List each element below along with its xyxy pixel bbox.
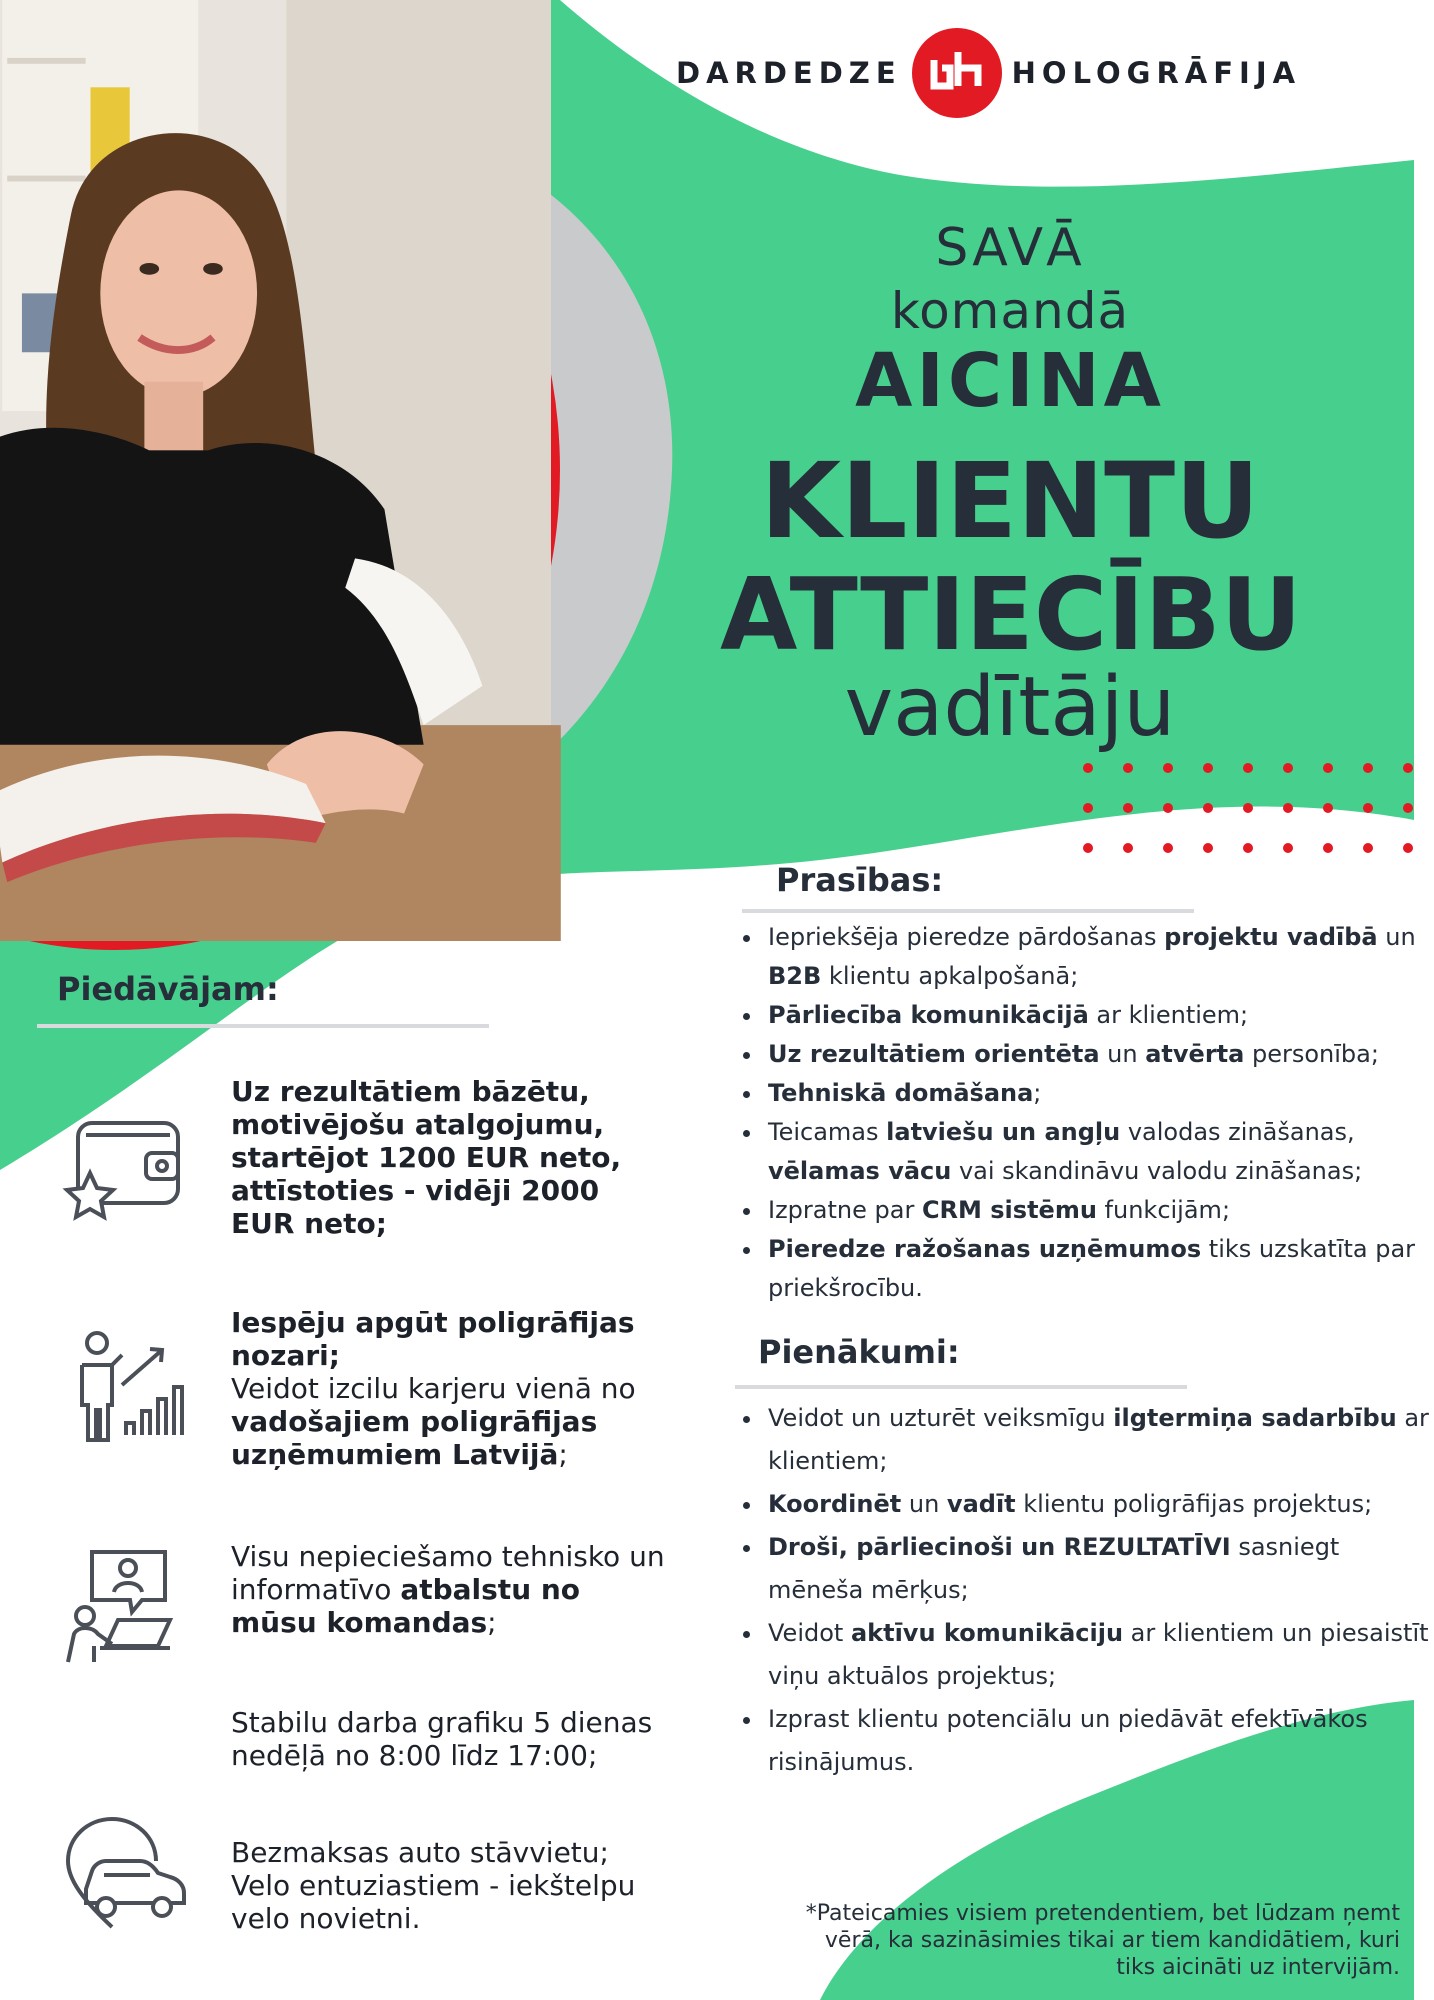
red-dot [1123,803,1133,813]
woman-reading-photo [0,0,551,941]
requirement-segment: un [1099,1040,1146,1068]
offer-parking-text: Bezmaksas auto stāvvietu; Velo entuziastiem - iekštelpu velo novietni. [231,1836,636,1935]
red-dot [1363,803,1373,813]
requirement-segment: atvērta [1145,1040,1245,1068]
duty-item [764,1612,1434,1698]
company-logo [676,28,1301,118]
duties-list [738,1397,1434,1784]
red-dot [1323,803,1333,813]
offer-schedule-text: Stabilu darba grafiku 5 dienas nedēļā no 8:00 līdz 17:00; [231,1706,653,1772]
red-dot [1243,763,1253,773]
duty-segment: ilgtermiņa sadarbību [1113,1404,1397,1432]
red-dot [1403,843,1413,853]
requirement-segment: Teicamas [768,1118,887,1146]
offer-item-salary [231,1075,671,1240]
requirement-item [764,1230,1424,1308]
requirement-segment: Iepriekšēja pieredze pārdošanas [768,923,1165,951]
requirements-list [738,918,1424,1308]
duty-segment: Droši, pārliecinoši un REZULTATĪVI [768,1533,1231,1561]
requirement-item [764,1035,1424,1074]
logo-mark-icon [912,28,1002,118]
red-dot [1323,763,1333,773]
requirements-title: Prasības: [776,861,944,899]
headline-klientu: KLIENTU [760,440,1260,562]
offer-support-bold: atbalstu no mūsu komandas [231,1573,581,1639]
red-dot [1123,843,1133,853]
requirement-segment: un [1377,923,1416,951]
requirement-segment: vai skandināvu valodu zināšanas; [951,1157,1363,1185]
offer-support-text: Visu nepieciešamo tehnisko un informatīvo [231,1540,665,1606]
requirement-segment: Tehniskā domāšana [768,1079,1034,1107]
red-dot [1203,803,1213,813]
requirement-segment: Uz rezultātiem orientēta [768,1040,1100,1068]
duty-item [764,1526,1434,1612]
requirement-segment: klientu apkalpošanā; [821,962,1079,990]
headline-attiecibu: ATTIECĪBU [720,556,1302,673]
red-dot [1163,763,1173,773]
red-dot [1203,763,1213,773]
red-dot [1163,803,1173,813]
duty-segment: un [901,1490,947,1518]
requirement-segment: Pārliecība komunikācijā [768,1001,1089,1029]
requirement-segment: projektu vadībā [1164,923,1378,951]
offer-industry-text: Veidot izcilu karjeru vienā no [231,1372,636,1405]
red-dot [1283,763,1293,773]
offer-support-end: ; [487,1606,497,1639]
red-dot [1083,843,1093,853]
red-dot [1163,843,1173,853]
footnote: *Pateicamies visiem pretendentiem, bet lūdzam ņemt vērā, ka sazināsimies tikai ar tiem kandidātiem, kuri tiks aicināti uz intervijām. [805,1901,1400,1980]
duties-title: Pienākumi: [758,1333,960,1371]
requirement-segment: Izpratne par [768,1196,922,1224]
red-dot [1363,763,1373,773]
headline-sava: SAVĀ [935,218,1085,278]
red-dot [1283,803,1293,813]
duty-segment: ar klientiem; [768,1404,1429,1475]
requirement-item [764,918,1424,996]
requirement-segment: ; [1033,1079,1042,1107]
requirement-item [764,1191,1424,1230]
requirement-segment: personība; [1244,1040,1379,1068]
red-dot [1283,843,1293,853]
duty-segment: vadīt [946,1490,1016,1518]
red-dot [1323,843,1333,853]
red-dot [1123,763,1133,773]
duty-segment: sasniegt mēneša mērķus; [768,1533,1340,1604]
wallet-star-icon [58,1105,188,1235]
requirement-segment: B2B [768,962,822,990]
support-chat-icon [60,1540,190,1670]
requirement-item [764,996,1424,1035]
requirement-segment: funkcijām; [1096,1196,1231,1224]
duty-segment: aktīvu komunikāciju [850,1619,1124,1647]
duty-item [764,1698,1434,1784]
offer-industry-end: ; [558,1438,568,1471]
requirement-item [764,1113,1424,1191]
offer-item-industry [231,1306,671,1471]
car-location-icon [62,1815,192,1945]
requirement-segment: valodas zināšanas, [1120,1118,1355,1146]
requirement-segment: vēlamas vācu [768,1157,952,1185]
requirement-item [764,1074,1424,1113]
red-dot [1243,843,1253,853]
red-dot [1403,763,1413,773]
duties-divider [735,1385,1187,1389]
offers-divider [37,1024,489,1028]
offer-item-support [231,1540,671,1639]
duty-item [764,1483,1434,1526]
requirement-segment: ar klientiem; [1088,1001,1249,1029]
offers-title: Piedāvājam: [57,970,279,1008]
red-dot [1203,843,1213,853]
headline-komanda: komandā [890,282,1130,340]
requirement-segment: Pieredze ražošanas uzņēmumos [768,1235,1202,1263]
career-growth-icon [62,1325,192,1455]
requirement-segment: tiks uzskatīta par priekšrocību. [768,1235,1416,1302]
offer-salary-text: Uz rezultātiem bāzētu, motivējošu atalgojumu, startējot 1200 EUR neto, attīstoties - vidēji 2000 EUR neto; [231,1075,622,1240]
logo-right-word: HOLOGRĀFIJA [1011,56,1302,90]
duty-item [764,1397,1434,1483]
requirements-divider [742,909,1194,913]
red-dot [1083,803,1093,813]
offer-item-schedule [231,1706,671,1772]
offer-industry-company: vadošajiem poligrāfijas uzņēmumiem Latvijā [231,1405,598,1471]
offer-item-parking [231,1836,671,1935]
requirement-segment: CRM sistēmu [921,1196,1097,1224]
duty-segment: Veidot un uzturēt veiksmīgu [768,1404,1114,1432]
photo-frame [0,0,560,950]
offer-industry-bold: Iespēju apgūt poligrāfijas nozari; [231,1306,635,1372]
red-dot [1243,803,1253,813]
duty-segment: ar klientiem un piesaistīt viņu aktuālos projektus; [768,1619,1429,1690]
red-dot [1363,843,1373,853]
duty-segment: Veidot [768,1619,851,1647]
logo-left-word: DARDEDZE [676,56,902,90]
requirement-segment: latviešu un angļu [886,1118,1121,1146]
red-dot [1083,763,1093,773]
headline-vaditaju: vadītāju [844,660,1176,755]
red-dot [1403,803,1413,813]
duty-segment: Koordinēt [768,1490,902,1518]
headline-aicina: AICINA [855,338,1165,424]
duty-segment: Izprast klientu potenciālu un piedāvāt efektīvākos risinājumus. [768,1705,1368,1776]
duty-segment: klientu poligrāfijas projektus; [1015,1490,1373,1518]
